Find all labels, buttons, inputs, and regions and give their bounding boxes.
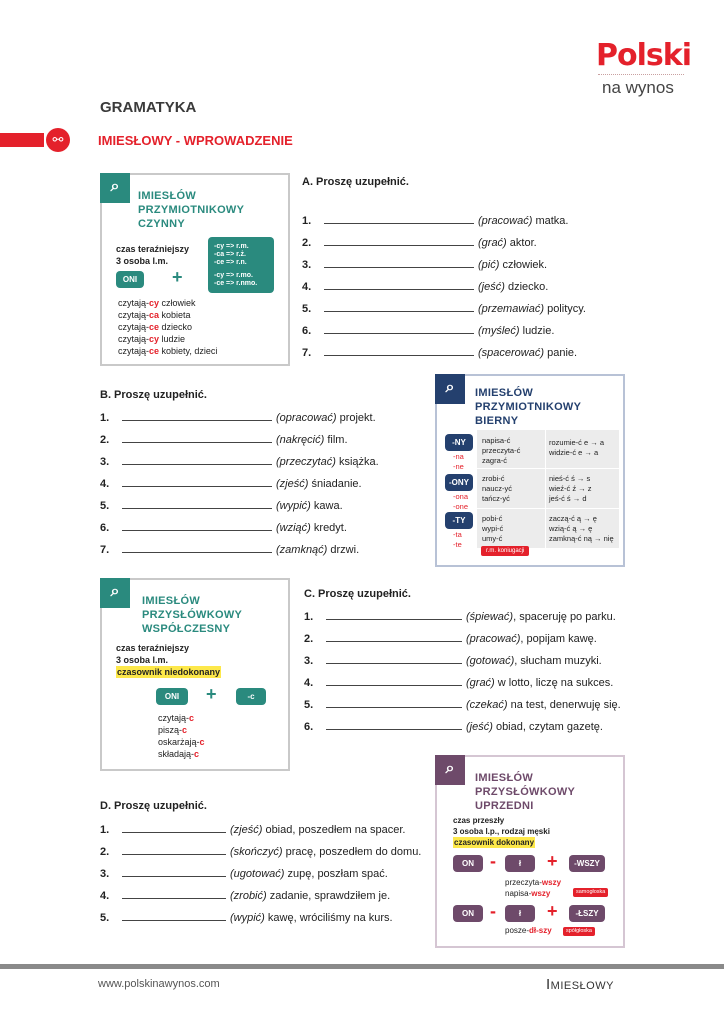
sentence-rest: kawa. [310,500,343,512]
answer-blank[interactable] [324,278,474,290]
plus-sign: + [172,267,183,287]
item-number: 1. [100,412,110,424]
exercise-item [304,718,603,734]
example-item: czytają-cy ludzie [118,334,186,344]
example-item: piszą-c [158,725,188,735]
table-cell: zrobi-ć naucz-yć tańcz-yć [482,474,513,503]
sentence-rest: , spaceruję po parku. [513,611,616,623]
verb-hint: (spacerować) [478,347,545,359]
item-number: 7. [100,544,110,556]
examples-list [158,712,205,760]
exercise-item [304,630,597,646]
verb-hint: (pracować) [466,633,521,645]
tag-spolgloska: spółgłoska [563,927,595,936]
sentence-rest: kawę, wróciliśmy na kurs. [264,912,393,924]
exercise-item [100,865,388,881]
brand-tagline: na wynos [602,78,674,97]
exercise-c-title: C. Proszę uzupełnić. [304,588,411,600]
card-description: czas teraźniejszy 3 osoba l.m. [116,244,190,266]
exercise-item [100,475,362,491]
footer-url[interactable]: www.polskinawynos.com [98,978,220,990]
example-item: napisa-wszy [505,889,551,898]
minus-sign: - [490,901,496,921]
card-title: IMIESŁÓW PRZYSŁÓWKOWY WSPÓŁCZESNY [142,595,243,635]
item-number: 4. [100,478,110,490]
verb-hint: (pić) [478,259,500,271]
answer-blank[interactable] [122,475,272,487]
answer-blank[interactable] [122,453,272,465]
verb-hint: (ugotować) [230,868,285,880]
accent-bar [0,133,44,147]
sentence-rest: matka. [532,215,569,227]
verb-hint: (jeść) [478,281,505,293]
verb-hint: (gotować) [466,655,515,667]
pill-wszy: -WSZY [569,855,605,872]
item-number: 5. [100,500,110,512]
examples-list [505,877,561,899]
search-icon: ⌕ [435,755,465,785]
exercise-item [302,322,554,338]
item-number: 5. [302,303,312,315]
example-item: przeczyta-wszy [505,878,562,887]
exercise-item [100,497,343,513]
exercise-item [302,278,548,294]
answer-blank[interactable] [122,497,272,509]
answer-blank[interactable] [122,541,272,553]
exercise-d-title: D. Proszę uzupełnić. [100,800,207,812]
pill-c: -c [236,688,266,705]
verb-hint: (przeczytać) [276,456,336,468]
plus-sign: + [547,851,558,871]
answer-blank[interactable] [324,322,474,334]
answer-blank[interactable] [122,821,226,833]
exercise-item [304,652,602,668]
info-card-czynny [100,173,290,366]
verb-hint: (wypić) [230,912,265,924]
answer-blank[interactable] [324,234,474,246]
item-number: 4. [302,281,312,293]
item-number: 5. [100,912,110,924]
answer-blank[interactable] [326,652,462,664]
exercise-item [100,821,405,837]
exercise-item [302,256,547,272]
example-item: posze-dł-szy [505,926,552,935]
exercise-item [100,887,390,903]
exercise-item [304,674,613,690]
item-number: 1. [304,611,314,623]
verb-hint: (opracować) [276,412,337,424]
item-number: 6. [100,522,110,534]
card-title: IMIESŁÓW PRZYMIOTNIKOWY CZYNNY [138,190,245,230]
item-number: 3. [304,655,314,667]
sentence-rest: pracę, poszedłem do domu. [282,846,422,858]
answer-blank[interactable] [324,344,474,356]
item-number: 1. [100,824,110,836]
exercise-b-title: B. Proszę uzupełnić. [100,389,207,401]
item-number: 2. [302,237,312,249]
exercise-item [100,843,421,859]
exercise-item [302,300,586,316]
answer-blank[interactable] [326,608,462,620]
endings-box: -cy => r.m. -ca => r.ż. -ce => r.n. -cy => r.mo. -ce => r.nmo. [208,237,274,293]
item-number: 4. [100,890,110,902]
card-description: czas teraźniejszy 3 osoba l.m. czasownik niedokonany [116,643,221,677]
exercise-a-title: A. Proszę uzupełnić. [302,176,409,188]
example-item: czytają-cy człowiek [118,298,196,308]
sentence-rest: , słucham muzyki. [514,655,602,667]
info-card-wspolczesny [100,578,290,771]
verb-hint: (grać) [478,237,507,249]
brand-logo: Polski [596,38,691,73]
answer-blank[interactable] [122,431,272,443]
search-icon: ⌕ [100,173,130,203]
tag-ny: -NY [445,434,473,451]
answer-blank[interactable] [326,718,462,730]
sentence-rest: politycy. [544,303,586,315]
table-cell: napisa-ć przeczyta-ć zagra-ć [482,436,521,465]
exercise-item [302,344,577,360]
pill-on: ON [453,905,483,922]
pill-oni: ONI [156,688,188,705]
links-icon: ⚯ [46,128,70,152]
answer-blank[interactable] [122,409,272,421]
exercise-item [100,541,359,557]
example-item: czytają-ce dziecko [118,322,193,332]
sentence-rest: człowiek. [499,259,548,271]
pill-l: ł [505,905,535,922]
exercise-item [100,909,393,925]
item-number: 1. [302,215,312,227]
verb-hint: (wypić) [276,500,311,512]
logo-divider [598,74,684,75]
example-item: składają-c [158,749,200,759]
item-number: 3. [302,259,312,271]
example-item: czytają-ca kobieta [118,310,191,320]
topic-title: IMIESŁOWY - WPROWADZENIE [98,133,293,148]
sentence-rest: w lotto, liczę na sukces. [494,677,614,689]
exercise-item [304,608,616,624]
tag-subforms: -ta -te [453,530,462,549]
exercise-item [100,431,348,447]
pill-on: ON [453,855,483,872]
answer-blank[interactable] [324,300,474,312]
answer-blank[interactable] [122,909,226,921]
exercise-item [302,212,568,228]
exercise-item [100,409,376,425]
examples-list [118,297,217,357]
item-number: 2. [304,633,314,645]
footer-divider [0,964,724,969]
item-number: 6. [302,325,312,337]
verb-hint: (myśleć) [478,325,520,337]
sentence-rest: , popijam kawę. [520,633,597,645]
verb-hint: (pracować) [478,215,533,227]
sentence-rest: drzwi. [327,544,360,556]
answer-blank[interactable] [324,256,474,268]
answer-blank[interactable] [326,674,462,686]
item-number: 4. [304,677,314,689]
card-description: czas przeszły 3 osoba l.p., rodzaj męski czasownik dokonany [453,816,550,847]
tag-subforms: -ona -one [453,492,469,511]
exercise-item [304,696,621,712]
exercise-item [100,519,347,535]
answer-blank[interactable] [326,630,462,642]
sentence-rest: aktor. [506,237,537,249]
sentence-rest: śniadanie. [308,478,362,490]
answer-blank[interactable] [122,519,272,531]
sentence-rest: film. [324,434,348,446]
table-cell: zaczą-ć ą → ę wzią-ć ą → ę zamkną-ć ną → nię [549,514,614,543]
verb-hint: (zjeść) [230,824,263,836]
exercise-item [100,453,379,469]
sentence-rest: kredyt. [310,522,347,534]
plus-sign: + [206,684,217,704]
verb-hint: (wziąć) [276,522,311,534]
footer-label: Imiesłowy [546,976,614,993]
sentence-rest: projekt. [336,412,376,424]
example-item: czytają-ce kobiety, dzieci [118,346,218,356]
answer-blank[interactable] [122,843,226,855]
card-title: IMIESŁÓW PRZYSŁÓWKOWY UPRZEDNI [475,772,576,812]
item-number: 5. [304,699,314,711]
plus-sign: + [547,901,558,921]
pill-oni: ONI [116,271,144,288]
tag-samogloska: samogłoska [573,888,608,897]
item-number: 7. [302,347,312,359]
tag-subforms: -na -ne [453,452,464,471]
sentence-rest: zupę, poszłam spać. [284,868,388,880]
sentence-rest: obiad, poszedłem na spacer. [262,824,406,836]
item-number: 2. [100,846,110,858]
verb-hint: (zrobić) [230,890,267,902]
verb-hint: (zjeść) [276,478,309,490]
tag-ony: -ONY [445,474,473,491]
sentence-rest: książka. [335,456,379,468]
sentence-rest: obiad, czytam gazetę. [492,721,603,733]
conjugation-note: r.m. koniugacji [481,546,529,556]
table-cell: rozumie-ć e → a widzie-ć e → a [549,438,605,457]
answer-blank[interactable] [122,865,226,877]
example-item: oskarżają-c [158,737,205,747]
answer-blank[interactable] [122,887,226,899]
sentence-rest: ludzie. [519,325,555,337]
verb-hint: (skończyć) [230,846,283,858]
item-number: 2. [100,434,110,446]
item-number: 6. [304,721,314,733]
card-title: IMIESŁÓW PRZYMIOTNIKOWY BIERNY [475,387,582,427]
verb-hint: (grać) [466,677,495,689]
pill-l: ł [505,855,535,872]
info-card-bierny [435,374,625,567]
pill-lszy: -ŁSZY [569,905,605,922]
item-number: 3. [100,456,110,468]
search-icon: ⌕ [100,578,130,608]
table-cell: pobi-ć wypi-ć umy-ć [482,514,504,543]
verb-hint: (śpiewać) [466,611,514,623]
search-icon: ⌕ [435,374,465,404]
answer-blank[interactable] [326,696,462,708]
verb-hint: (czekać) [466,699,508,711]
answer-blank[interactable] [324,212,474,224]
example-item: czytają-c [158,713,195,723]
minus-sign: - [490,851,496,871]
verb-hint: (jeść) [466,721,493,733]
table-cell: nieś-ć ś → s wieź-ć ź → z jeś-ć ś → d [549,474,592,503]
tag-ty: -TY [445,512,473,529]
verb-hint: (przemawiać) [478,303,545,315]
sentence-rest: na test, denerwuję się. [507,699,621,711]
sentence-rest: panie. [544,347,578,359]
sentence-rest: dziecko. [504,281,549,293]
item-number: 3. [100,868,110,880]
section-title: GRAMATYKA [100,99,197,116]
exercise-item [302,234,537,250]
sentence-rest: zadanie, sprawdziłem je. [266,890,391,902]
info-card-uprzedni [435,755,625,948]
verb-hint: (nakręcić) [276,434,325,446]
verb-hint: (zamknąć) [276,544,328,556]
